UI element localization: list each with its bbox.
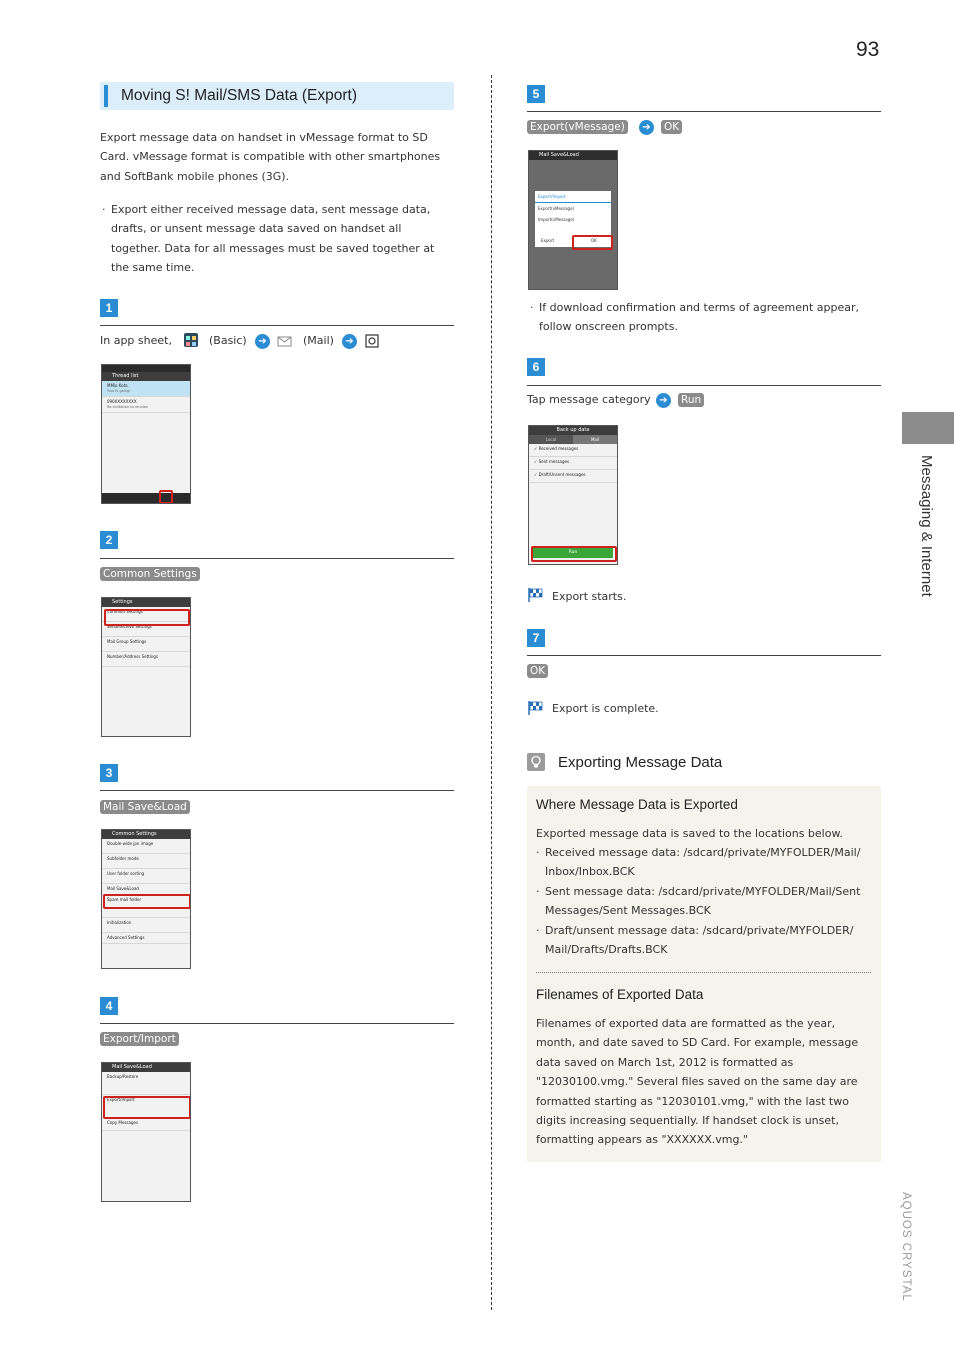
side-tab-marker [902, 412, 954, 444]
basic-folder-icon [184, 333, 198, 347]
tip-title: Exporting Message Data [558, 754, 723, 771]
column-divider [491, 75, 492, 1310]
tip-heading-1: Where Message Data is Exported [536, 797, 738, 812]
thread-list-screenshot: Thread list MMio Kota Yuuri's going! 090XXXXXXXX Re:Invitation to reunion [101, 364, 191, 504]
backup-data-screenshot: Back up data Local Mail ✓ Received messages ✓ Sent messages ✓ Draft/Unsent messages Run [528, 425, 618, 565]
arrow-icon: ➔ [656, 393, 671, 408]
step-7-number: 7 [527, 629, 545, 647]
tip-bullet: Received message data: /sdcard/private/MYFOLDER/Mail/ [545, 846, 861, 859]
settings-gear-icon [365, 333, 379, 347]
step-1-number: 1 [100, 299, 118, 317]
step-3-number: 3 [100, 764, 118, 782]
step-1-mail: (Mail) [303, 334, 334, 347]
step-1-basic: (Basic) [209, 334, 247, 347]
tip-paragraph-1: Exported message data is saved to the locations below. [536, 827, 843, 840]
mail-app-icon [277, 333, 292, 347]
step-6-number: 6 [527, 358, 545, 376]
settings-screenshot: Settings Common Settings Send/Receive Settings Mail Group Settings Number/Address Settings [101, 597, 191, 737]
tip-bullet-cont: Messages/Sent Messages.BCK [545, 904, 711, 917]
step-5-note: If download confirmation and terms of agreement appear, follow onscreen prompts. [539, 301, 860, 334]
tip-bullet-cont: Inbox/Inbox.BCK [545, 865, 635, 878]
tip-bullet: Draft/unsent message data: /sdcard/private/MYFOLDER/ [545, 924, 854, 937]
step-6-text: Tap message category [527, 393, 651, 406]
tip-box: Where Message Data is Exported Exported message data is saved to the locations below. · Received message data: /sdcard/private/MYFOLDER/Mail/ Inbox/Inbox.BCK · Sent message data: /sdcard/private/MYFOLDER/Mail/Sent Messages/Sent Messages.BCK · Draft/unsent message data: /sdcard/private/MYFOLDER/ Mail/Drafts/Drafts.BCK Filenames of Exported Data Filenames of exported data are formatted as the year, month, and date saved to SD Card. For example, message data saved on March 1st, 2012 is formatted as "12030100.vmg." Several files saved on the same day are formatted starting as "12030101.vmg," with the last two digits increasing sequentially. If handset clock is unset, formatting appears as "XXXXXX.vmg." [527, 786, 881, 1162]
checkered-flag-icon [527, 700, 543, 716]
export-import-button[interactable]: Export/Import [100, 1032, 179, 1046]
ok-button[interactable]: OK [527, 664, 548, 678]
run-button[interactable]: Run [678, 393, 704, 407]
export-dialog-screenshot: Mail Save&Load Export/Import Export(vMessage) Import(vMessage) Export OK [528, 150, 618, 290]
arrow-icon: ➔ [639, 120, 654, 135]
arrow-icon: ➔ [342, 334, 357, 349]
ok-button[interactable]: OK [661, 120, 682, 134]
mail-save-load-button[interactable]: Mail Save&Load [100, 800, 190, 814]
section-title: Moving S! Mail/SMS Data (Export) [121, 87, 358, 104]
lightbulb-icon [527, 753, 545, 771]
checkered-flag-icon [527, 587, 543, 603]
step-7-result: Export is complete. [552, 702, 659, 715]
step-4-number: 4 [100, 997, 118, 1015]
export-vmessage-button[interactable]: Export(vMessage) [527, 120, 628, 134]
step-2-number: 2 [100, 531, 118, 549]
tip-paragraph-2: Filenames of exported data are formatted as the year, month, and date saved to SD Card. For example, message data saved on March 1st, 2012 is formatted as "12030100.vmg." Several files saved on the same day are formatted starting as "12030101.vmg," with the last two digits increasing sequentially. If handset clock is unset, formatting appears as "XXXXXX.vmg." [536, 1017, 859, 1147]
page-number: 93 [856, 38, 880, 61]
step-5-number: 5 [527, 85, 545, 103]
arrow-icon: ➔ [255, 334, 270, 349]
tip-heading-2: Filenames of Exported Data [536, 987, 704, 1002]
brand-label: AQUOS CRYSTAL [900, 1192, 912, 1302]
mail-save-load-screenshot: Mail Save&Load Backup/Restore Export/Import Copy Messages [101, 1062, 191, 1202]
common-settings-button[interactable]: Common Settings [100, 567, 200, 581]
note-text: Export either received message data, sent message data, drafts, or unsent message data saved on handset all together. Data for all messages must be saved together at the same time. [111, 203, 435, 275]
tip-separator [536, 972, 871, 973]
step-6-result: Export starts. [552, 590, 627, 603]
tip-bullet-cont: Mail/Drafts/Drafts.BCK [545, 943, 668, 956]
tip-bullet: Sent message data: /sdcard/private/MYFOLDER/Mail/Sent [545, 885, 861, 898]
side-tab-label: Messaging & Internet [918, 455, 935, 597]
intro-text: Export message data on handset in vMessage format to SD Card. vMessage format is compatible with other smartphones and SoftBank mobile phones (3G). [100, 131, 441, 183]
common-settings-screenshot: Common Settings Double-wide jpn image Subfolder mode User folder sorting Mail Save&Load Spam mail folder Initialization Advanced Settings [101, 829, 191, 969]
section-title-bar [100, 82, 454, 110]
step-1-text: In app sheet, [100, 334, 172, 347]
